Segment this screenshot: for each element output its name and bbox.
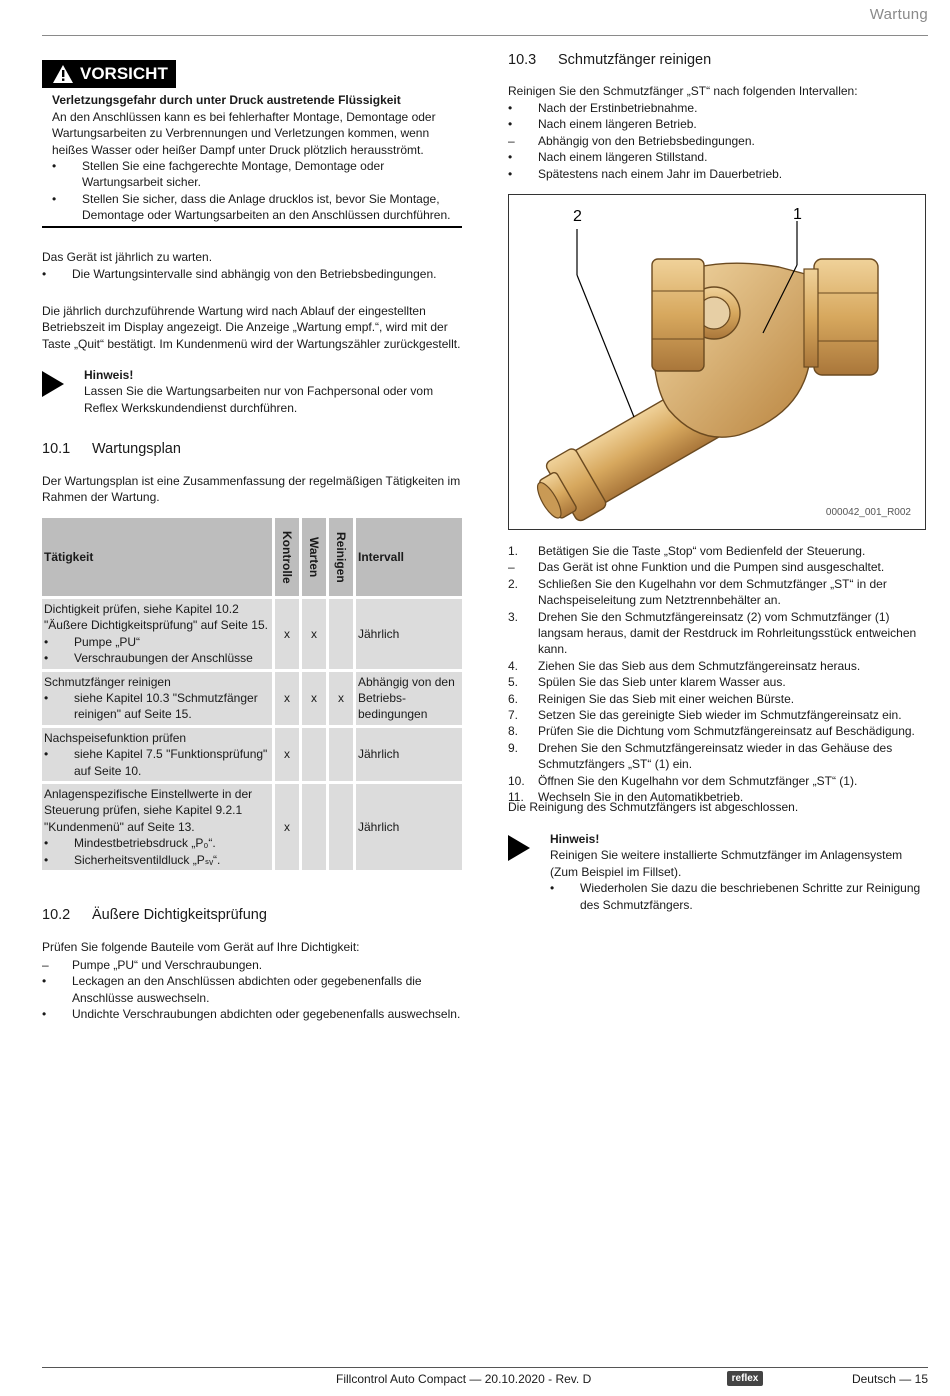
hint-text: Reinigen Sie weitere installierte Schmutzfänger im Anlagensystem (Zum Beispiel im Fillset). (550, 848, 903, 879)
row-bullet: • Sicherheitsventildluck „Pₛᵥ“. (44, 852, 270, 868)
header-clean (329, 518, 353, 596)
step-text: Reinigen Sie das Sieb mit einer weichen Bürste. (538, 691, 795, 706)
intro-line: Das Gerät ist jährlich zu warten. (42, 250, 213, 264)
cell-control: x (275, 672, 299, 725)
section-number: 10.1 (42, 441, 71, 457)
page-header-title: Wartung (869, 6, 928, 23)
hint-title: Hinweis! (550, 832, 600, 846)
cell-interval: Abhängig von den Betriebs-bedingungen (356, 672, 462, 725)
step-text: Setzen Sie das gereinigte Sieb wieder im Schmutzfängereinsatz ein. (538, 708, 902, 723)
section-title: Wartungsplan (92, 441, 181, 457)
header-service (302, 518, 326, 596)
step-item (508, 773, 928, 789)
maintenance-table (39, 515, 465, 873)
step-item (508, 658, 928, 674)
strainer-figure (508, 194, 926, 530)
caution-badge-label: VORSICHT (80, 63, 168, 83)
header-clean-label: Reinigen (334, 531, 349, 583)
cell-control: x (275, 784, 299, 870)
row-task: Anlagenspezifische Einstellwerte in der Steuerung prüfen, siehe Kapitel 9.2.1 "Kundenmenü" auf Seite 13. (44, 787, 253, 834)
callout-1: 1 (793, 206, 802, 223)
cell-control: x (275, 599, 299, 669)
header-interval: Intervall (356, 518, 462, 596)
hint-box (42, 367, 467, 416)
row-bullet: • siehe Kapitel 10.3 "Schmutzfänger reinigen" auf Seite 15. (44, 690, 270, 723)
step-item (508, 674, 928, 690)
section-text: Der Wartungsplan ist eine Zusammenfassung der regelmäßigen Tätigkeiten im Rahmen der Wartung. (42, 474, 461, 505)
section-heading-10-2 (42, 907, 267, 923)
row-task: Schmutzfänger reinigen (44, 674, 171, 689)
cell-clean: x (329, 672, 353, 725)
section-text: Reinigen Sie den Schmutzfänger „ST“ nach folgenden Intervallen: (508, 84, 858, 98)
section-heading-10-3 (508, 52, 711, 68)
table-row (42, 672, 462, 725)
step-number: 11. (508, 790, 524, 805)
step-text: Prüfen Sie die Dichtung vom Schmutzfängereinsatz auf Beschädigung. (538, 724, 915, 739)
section-heading-10-1 (42, 441, 181, 457)
intro-paragraph: Die jährlich durchzuführende Wartung wird nach Ablauf der eingestellten Betriebszeit im Display angezeigt. Die Anzeige „Wartung empf.“, wird mit der Taste „Quit“ bestätigt. Im Kundenmenü wird der Wartungszähler zurückgestellt. (42, 304, 461, 351)
cell-service (302, 728, 326, 781)
table-row (42, 784, 462, 870)
interval-list (508, 100, 926, 182)
table-row (42, 728, 462, 781)
step-text: Schließen Sie den Kugelhahn vor dem Schmutzfänger „ST“ in der Nachspeiseleitung zum Netztrennbehälter an. (538, 576, 887, 608)
list-item: • Undichte Verschraubungen abdichten oder gegebenenfalls auswechseln. (42, 1006, 467, 1022)
section-title: Schmutzfänger reinigen (558, 52, 712, 68)
step-number: 2. (508, 576, 519, 591)
step-number: 6. (508, 691, 519, 706)
step-number: 5. (508, 675, 519, 690)
figure-id: 000042_001_R002 (825, 506, 911, 518)
caution-box (42, 60, 462, 228)
hint-title: Hinweis! (84, 368, 134, 382)
header-task: Tätigkeit (42, 518, 272, 596)
caution-text: An den Anschlüssen kann es bei fehlerhafter Montage, Demontage oder Wartungsarbeiten zu Verbrennungen und Verletzungen kommen, wenn heißes Wasser oder heißer Dampf unter Druck plötzlich herausströmt. (52, 109, 436, 157)
list-item: • Nach einem längeren Stillstand. (508, 149, 926, 165)
list-item: • Leckagen an den Anschlüssen abdichten oder gegebenenfalls die Anschlüsse auswechseln. (42, 973, 467, 1006)
cell-clean (329, 728, 353, 781)
row-task: Nachspeisefunktion prüfen (44, 730, 187, 745)
cell-clean (329, 784, 353, 870)
row-bullet: • siehe Kapitel 7.5 "Funktionsprüfung" auf Seite 10. (44, 746, 270, 779)
step-number: 9. (508, 740, 519, 755)
caution-bullet: • Stellen Sie eine fachgerechte Montage, Demontage oder Wartungsarbeit sicher. (52, 158, 462, 191)
callout-2: 2 (573, 208, 582, 225)
step-text: Spülen Sie das Sieb unter klarem Wasser aus. (538, 675, 786, 690)
step-number: 3. (508, 609, 519, 624)
step-number: 8. (508, 724, 519, 739)
list-item: • Spätestens nach einem Jahr im Dauerbetrieb. (508, 166, 926, 182)
cell-service: x (302, 599, 326, 669)
header-control-label: Kontrolle (280, 530, 295, 584)
completion-text: Die Reinigung des Schmutzfängers ist abgeschlossen. (508, 800, 799, 814)
hint-bullet: • Wiederholen Sie dazu die beschriebenen Schritte zur Reinigung des Schmutzfängers. (550, 880, 926, 913)
footer-page-number: Deutsch — 15 (851, 1372, 928, 1386)
warning-icon (52, 64, 74, 84)
strainer-illustration (509, 195, 925, 529)
step-number: 10. (508, 773, 525, 788)
row-bullet: • Verschraubungen der Anschlüsse (44, 650, 270, 666)
row-bullet: • Mindestbetriebsdruck „P₀“. (44, 835, 270, 851)
table-row (42, 599, 462, 669)
step-item (508, 723, 928, 739)
cleaning-steps (508, 543, 928, 806)
step-text: Betätigen Sie die Taste „Stop“ vom Bedienfeld der Steuerung. (538, 544, 866, 558)
header-service-label: Warten (307, 536, 322, 578)
step-text: Drehen Sie den Schmutzfängereinsatz wieder in das Gehäuse des Schmutzfängers „ST“ (1) ein. (538, 740, 893, 772)
step-text: Wechseln Sie in den Automatikbetrieb. (538, 790, 744, 805)
step-item (508, 740, 928, 773)
step-number: 1. (508, 544, 519, 558)
cell-interval: Jährlich (356, 599, 462, 669)
step-item (508, 691, 928, 707)
intro-bullet: • Die Wartungsintervalle sind abhängig von den Betriebsbedingungen. (42, 266, 472, 282)
step-item (508, 576, 928, 609)
step-text: Drehen Sie den Schmutzfängereinsatz (2) vom Schmutzfänger (1) langsam heraus, damit der Restdruck im Rohrleitungsstück entweichen kann. (538, 609, 917, 657)
list-item: • Nach einem längeren Betrieb. (508, 116, 926, 132)
footer-divider (42, 1367, 928, 1368)
step-number: 4. (508, 658, 519, 673)
section-text: Prüfen Sie folgende Bauteile vom Gerät auf Ihre Dichtigkeit: (42, 940, 360, 954)
header-divider (42, 35, 928, 36)
cell-interval: Jährlich (356, 728, 462, 781)
caution-bullet: • Stellen Sie sicher, dass die Anlage drucklos ist, bevor Sie Montage, Demontage oder Wartungsarbeiten an den Anschlüssen durchführen. (52, 191, 462, 224)
header-control (275, 518, 299, 596)
step-item (508, 707, 928, 723)
section-title: Äußere Dichtigkeitsprüfung (92, 907, 267, 923)
cell-interval: Jährlich (356, 784, 462, 870)
row-task: Dichtigkeit prüfen, siehe Kapitel 10.2 "Äußere Dichtigkeitsprüfung" auf Seite 15. (44, 602, 268, 633)
reflex-logo: reflex (727, 1371, 763, 1386)
step-text: Ziehen Sie das Sieb aus dem Schmutzfängereinsatz heraus. (538, 658, 861, 673)
step-number: 7. (508, 708, 519, 723)
section-number: 10.3 (508, 52, 537, 68)
step-text: Öffnen Sie den Kugelhahn vor dem Schmutzfänger „ST“ (1). (538, 773, 858, 788)
hint-text: Lassen Sie die Wartungsarbeiten nur von Fachpersonal oder vom Reflex Werkskundendienst durchführen. (84, 384, 434, 415)
row-bullet: • Pumpe „PU“ (44, 634, 270, 650)
caution-heading: Verletzungsgefahr durch unter Druck austretende Flüssigkeit (52, 93, 401, 108)
caution-rule (42, 226, 462, 228)
cell-service: x (302, 672, 326, 725)
caution-badge (42, 60, 176, 88)
dash-item: – Pumpe „PU“ und Verschraubungen. (42, 957, 467, 973)
dash-item: – Abhängig von den Betriebsbedingungen. (508, 133, 926, 149)
footer-document-info: Fillcontrol Auto Compact — 20.10.2020 - Rev. D (336, 1372, 592, 1386)
cell-service (302, 784, 326, 870)
step-sub-item: – Das Gerät ist ohne Funktion und die Pumpen sind ausgeschaltet. (508, 559, 928, 575)
cell-clean (329, 599, 353, 669)
step-item (508, 609, 928, 658)
table-header-row (42, 518, 462, 596)
play-arrow-icon (42, 371, 64, 397)
leak-check-list (42, 957, 467, 1023)
play-arrow-icon (508, 835, 530, 861)
hint-box (508, 831, 926, 913)
cell-control: x (275, 728, 299, 781)
section-number: 10.2 (42, 907, 71, 923)
list-item: • Nach der Erstinbetriebnahme. (508, 100, 926, 116)
step-item (508, 543, 928, 559)
